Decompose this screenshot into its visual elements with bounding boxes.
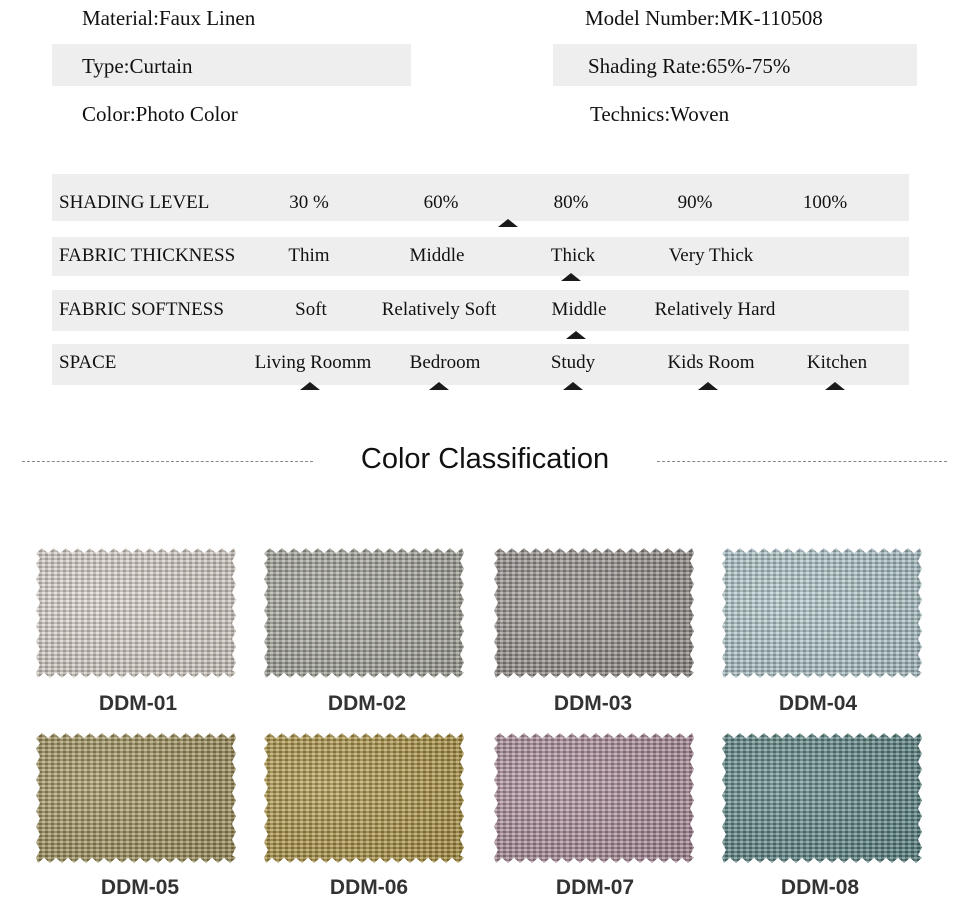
space-marker-living-room-triangle-icon <box>300 382 320 390</box>
spec-type: Type:Curtain <box>82 54 193 78</box>
swatch-code-ddm-07: DDM-07 <box>555 876 635 899</box>
thickness-option-very-thick: Very Thick <box>668 245 754 266</box>
softness-option-relatively-soft: Relatively Soft <box>381 299 497 320</box>
spec-material: Material:Faux Linen <box>82 6 256 30</box>
softness-option-soft: Soft <box>295 299 327 320</box>
thickness-option-thim: Thim <box>288 245 330 266</box>
swatch-ddm-06[interactable] <box>264 733 464 863</box>
color-classification-title: Color Classification <box>360 443 610 475</box>
shading-option-90: 90% <box>677 192 713 213</box>
swatch-ddm-01[interactable] <box>36 548 236 678</box>
swatch-ddm-07[interactable] <box>494 733 694 863</box>
fabric-texture <box>722 548 922 678</box>
spec-color: Color:Photo Color <box>82 102 238 126</box>
table-row-space <box>52 344 909 385</box>
spec-shading-rate: Shading Rate:65%-75% <box>588 54 791 78</box>
section-divider-right <box>657 461 947 462</box>
swatch-code-ddm-04: DDM-04 <box>778 692 858 715</box>
fabric-texture <box>264 733 464 863</box>
fabric-texture <box>36 548 236 678</box>
table-row-shading-level <box>52 174 909 221</box>
softness-option-middle: Middle <box>551 299 607 320</box>
row-label-fabric-softness: FABRIC SOFTNESS <box>59 299 224 320</box>
shading-option-80: 80% <box>553 192 589 213</box>
space-option-study: Study <box>550 352 596 373</box>
row-label-space: SPACE <box>59 352 117 373</box>
spec-model-number: Model Number:MK-110508 <box>585 6 823 30</box>
fabric-texture <box>36 733 236 863</box>
fabric-texture <box>722 733 922 863</box>
table-row-fabric-thickness <box>52 237 909 276</box>
row-label-shading-level: SHADING LEVEL <box>59 192 210 213</box>
swatch-ddm-04[interactable] <box>722 548 922 678</box>
softness-selected-marker-triangle-icon <box>566 331 586 339</box>
fabric-texture <box>494 733 694 863</box>
space-marker-study-triangle-icon <box>563 382 583 390</box>
swatch-ddm-03[interactable] <box>494 548 694 678</box>
space-option-bedroom: Bedroom <box>409 352 481 373</box>
swatch-ddm-05[interactable] <box>36 733 236 863</box>
space-marker-kids-room-triangle-icon <box>698 382 718 390</box>
swatch-code-ddm-02: DDM-02 <box>327 692 407 715</box>
swatch-code-ddm-03: DDM-03 <box>553 692 633 715</box>
softness-option-relatively-hard: Relatively Hard <box>654 299 776 320</box>
space-marker-kitchen-triangle-icon <box>825 382 845 390</box>
swatch-code-ddm-08: DDM-08 <box>780 876 860 899</box>
thickness-selected-marker-triangle-icon <box>561 273 581 281</box>
shading-option-30: 30 % <box>289 192 329 213</box>
space-option-kitchen: Kitchen <box>806 352 868 373</box>
thickness-option-middle: Middle <box>409 245 465 266</box>
space-option-living-room: Living Roomm <box>254 352 372 373</box>
swatch-ddm-08[interactable] <box>722 733 922 863</box>
swatch-ddm-02[interactable] <box>264 548 464 678</box>
fabric-texture <box>494 548 694 678</box>
fabric-texture <box>264 548 464 678</box>
shading-selected-marker-triangle-icon <box>498 219 518 227</box>
thickness-option-thick: Thick <box>550 245 596 266</box>
swatch-code-ddm-06: DDM-06 <box>329 876 409 899</box>
table-row-fabric-softness <box>52 290 909 331</box>
swatch-code-ddm-01: DDM-01 <box>98 692 178 715</box>
row-label-fabric-thickness: FABRIC THICKNESS <box>59 245 236 266</box>
spec-technics: Technics:Woven <box>590 102 730 126</box>
space-option-kids-room: Kids Room <box>667 352 755 373</box>
swatch-code-ddm-05: DDM-05 <box>100 876 180 899</box>
shading-option-60: 60% <box>423 192 459 213</box>
shading-option-100: 100% <box>802 192 848 213</box>
space-marker-bedroom-triangle-icon <box>429 382 449 390</box>
section-divider-left <box>22 461 313 462</box>
